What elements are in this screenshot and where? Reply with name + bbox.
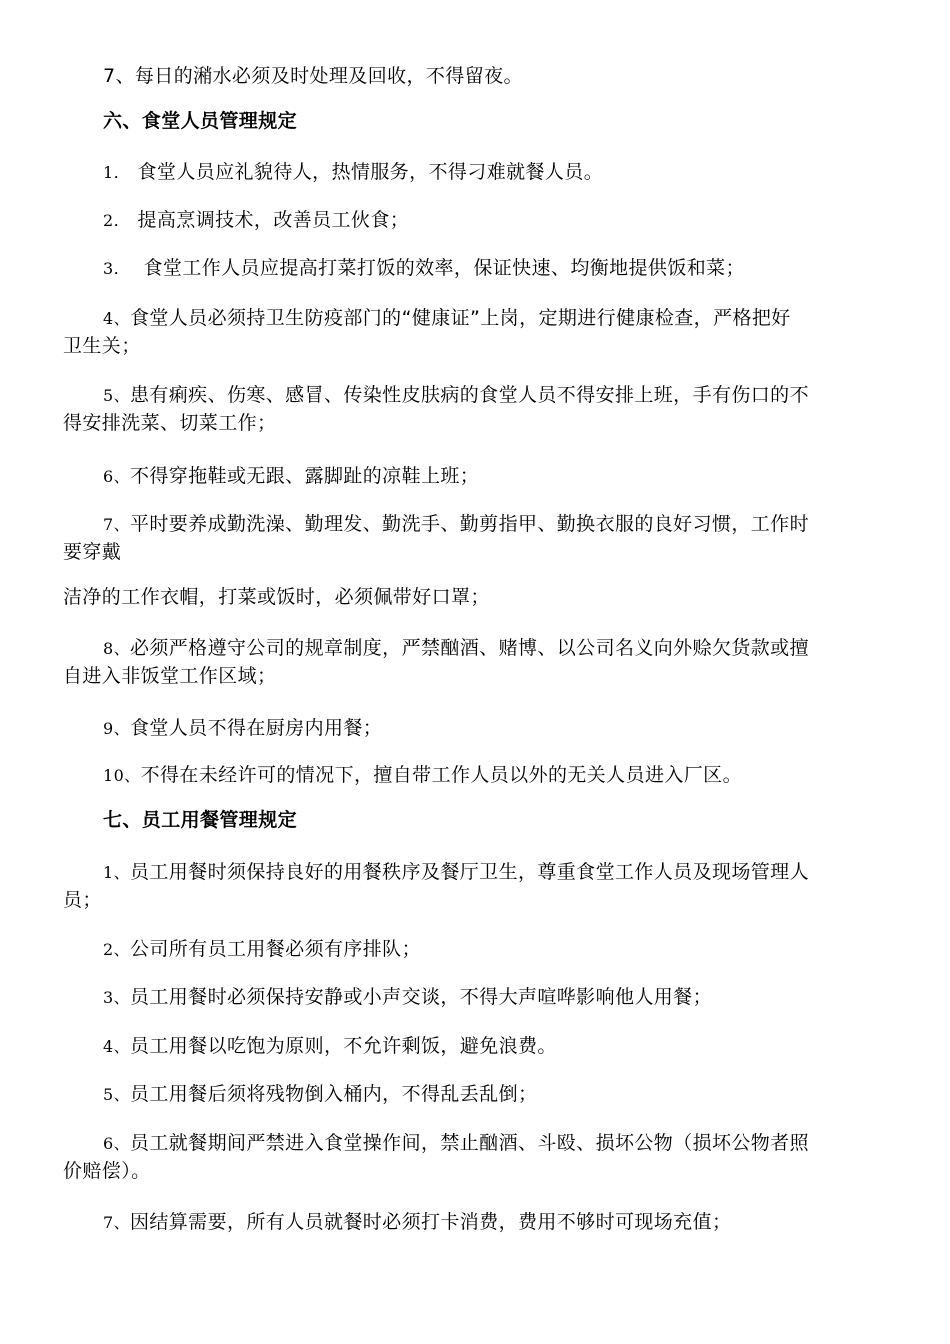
item-text-line1: 患有痢疾、伤寒、感冒、传染性皮肤病的食堂人员不得安排上班，手有伤口的不 [129,384,809,406]
item-number: 6、 [103,467,130,486]
item-text-line2: 自进入非饭堂工作区域； [63,665,277,687]
list-item [103,937,421,962]
item-number: 1. [103,163,120,182]
item-text: 食堂人员应礼貌待人，热情服务，不得刁难就餐人员。 [137,161,604,183]
list-item [103,512,809,537]
paragraph-prev-7: 7、每日的潲水必须及时处理及回收，不得留夜。 [103,65,523,87]
item-number: 4、 [103,1037,130,1056]
list-item [103,160,603,185]
list-item [103,636,809,661]
item-text: 食堂工作人员应提高打菜打饭的效率，保证快速、均衡地提供饭和菜； [143,257,745,279]
list-item [103,1210,731,1235]
list-item [103,985,712,1010]
item-number: 7、 [103,515,130,534]
item-text: 不得穿拖鞋或无跟、露脚趾的凉鞋上班； [129,465,480,487]
item-number: 7、 [103,1213,130,1232]
list-item [103,256,745,281]
item-text-line1: 食堂人员必须持卫生防疫部门的“健康证”上岗，定期进行健康检查，严格把好 [129,307,791,329]
item-number: 2、 [103,940,130,959]
list-item [103,306,791,331]
item-number: 5、 [103,386,130,405]
item-number: 10、 [103,766,141,785]
item-text-line2: 要穿戴 [63,541,122,563]
list-item [103,763,742,788]
item-number: 3. [103,259,120,278]
item-number: 8、 [103,639,130,658]
item-text-line1: 员工就餐期间严禁进入食堂操作间，禁止酗酒、斗殴、损坏公物（损坏公物者照 [129,1132,809,1154]
item-number: 6、 [103,1134,130,1153]
item-number: 4、 [103,309,130,328]
item-text: 员工用餐时必须保持安静或小声交谈，不得大声喧哗影响他人用餐； [129,986,712,1008]
list-item [103,716,382,741]
item-text: 不得在未经许可的情况下，擅自带工作人员以外的无关人员进入厂区。 [140,764,742,786]
item-number: 9、 [103,719,130,738]
list-item [103,1131,809,1156]
section-heading-6: 六、食堂人员管理规定 [103,110,298,132]
item-text-line3: 洁净的工作衣帽，打菜或饭时，必须佩带好口罩； [63,586,490,608]
list-item [103,208,409,233]
item-text-line1: 平时要养成勤洗澡、勤理发、勤洗手、勤剪指甲、勤换衣服的良好习惯，工作时 [129,513,809,535]
item-text: 员工用餐后须将残物倒入桶内，不得乱丢乱倒； [129,1083,538,1105]
item-text-line2: 卫生关； [63,335,141,357]
item-text: 公司所有员工用餐必须有序排队； [129,938,421,960]
item-text-line2: 价赔偿）。 [63,1160,151,1182]
item-text-line1: 员工用餐时须保持良好的用餐秩序及餐厅卫生，尊重食堂工作人员及现场管理人 [129,861,809,883]
item-text-line1: 必须严格遵守公司的规章制度，严禁酗酒、赌博、以公司名义向外赊欠货款或擅 [129,637,809,659]
list-item [103,1034,557,1059]
item-text: 员工用餐以吃饱为原则，不允许剩饭，避免浪费。 [129,1035,557,1057]
item-number: 5、 [103,1085,130,1104]
list-item [103,464,479,489]
item-text-line2: 得安排洗菜、切菜工作； [63,412,277,434]
item-text: 食堂人员不得在厨房内用餐； [129,717,383,739]
item-text: 因结算需要，所有人员就餐时必须打卡消费，费用不够时可现场充值； [129,1211,732,1233]
item-number: 1、 [103,863,130,882]
section-heading-7: 七、员工用餐管理规定 [103,809,298,831]
list-item [103,383,809,408]
item-text-line2: 员； [63,889,102,911]
list-item [103,1082,537,1107]
list-item [103,860,809,885]
item-number: 2. [103,211,120,230]
item-text: 提高烹调技术，改善员工伙食； [137,209,410,231]
item-number: 3、 [103,988,130,1007]
